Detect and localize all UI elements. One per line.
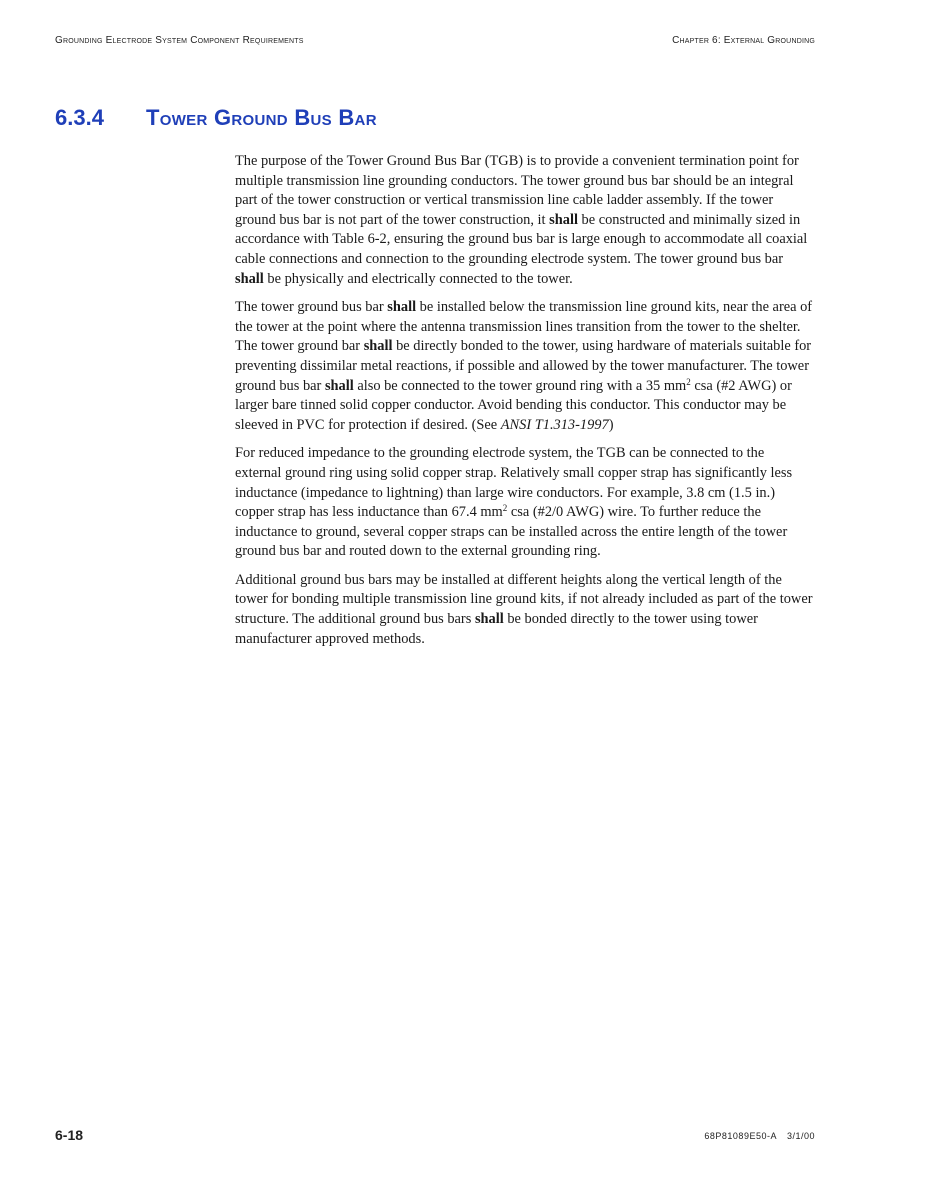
paragraph-purpose bbox=[235, 152, 813, 289]
standard-reference: ANSI T1.313-1997 bbox=[500, 416, 609, 433]
section-title: Tower Ground Bus Bar bbox=[146, 105, 377, 130]
text-run: csa (#2/0 AWG) wire. To further reduce the inductance to ground, several copper straps can be installed across the entire length of the tower ground bus bar and routed down to the external grounding ring. bbox=[235, 504, 788, 560]
page-number: 6-18 bbox=[55, 1127, 84, 1143]
paragraph-impedance bbox=[235, 444, 813, 562]
document-id bbox=[704, 1131, 815, 1141]
text-run: also be connected to the tower ground ring with a 35 mm bbox=[353, 377, 687, 394]
superscript: 2 bbox=[686, 376, 691, 387]
text-run: csa (#2 AWG) or larger bare tinned solid copper conductor. Avoid bending this conductor. This conductor may be sleeved in PVC for protection if desired. (See bbox=[235, 377, 792, 433]
text-run: The purpose of the Tower Ground Bus Bar (TGB) is to provide a convenient termination point for multiple transmission line grounding conductors. The tower ground bus bar should be an integral part of the tower construction or vertical transmission line cable ladder assembly. If the tower ground bus bar is not part of the tower construction, it bbox=[235, 153, 799, 228]
document-date: 3/1/00 bbox=[786, 1131, 815, 1141]
text-run: be bonded directly to the tower using tower manufacturer approved methods. bbox=[235, 611, 758, 647]
superscript: 2 bbox=[502, 503, 508, 514]
paragraph-additional-bus-bars bbox=[235, 571, 813, 649]
emphasis-shall: shall bbox=[324, 377, 354, 394]
emphasis-shall: shall bbox=[235, 270, 264, 287]
section-number: 6.3.4 bbox=[55, 105, 104, 130]
text-run: be installed below the transmission line ground kits, near the area of the tower at the point where the antenna transmission lines transition from the tower to the shelter. The tower ground bar bbox=[235, 299, 813, 355]
text-run: The tower ground bus bar bbox=[235, 299, 388, 316]
document-number: 68P81089E50-A bbox=[704, 1131, 777, 1141]
paragraph-installation bbox=[235, 298, 813, 435]
emphasis-shall: shall bbox=[387, 299, 417, 316]
emphasis-shall: shall bbox=[549, 211, 578, 228]
emphasis-shall: shall bbox=[474, 611, 504, 628]
body-text bbox=[235, 152, 813, 658]
text-run: be physically and electrically connected to the tower. bbox=[263, 270, 573, 287]
text-run: be constructed and minimally sized in accordance with Table 6-2, ensuring the ground bus bar is large enough to accommodate all coaxial cable connections and connection to the grounding electrode system. The tower ground bus bar bbox=[235, 211, 808, 267]
section-heading bbox=[55, 103, 377, 133]
text-run: Additional ground bus bars may be installed at different heights along the vertical length of the tower for bonding multiple transmission line ground kits, if not already included as part of the tower structure. The additional ground bus bars bbox=[235, 571, 813, 628]
text-run: be directly bonded to the tower, using hardware of materials suitable for preventing dissimilar metal reactions, if possible and allowed by the tower manufacturer. The tower ground bus bar bbox=[235, 338, 812, 394]
running-header-section: Grounding Electrode System Component Requirements bbox=[55, 35, 304, 46]
text-run: For reduced impedance to the grounding electrode system, the TGB can be connected to the external ground ring using solid copper strap. Relatively small copper strap has significantly less inductance (impedance to lightning) than large wire conductors. For example, 3.8 cm (1.5 in.) copper strap has less inductance than 67.4 mm bbox=[235, 445, 793, 521]
emphasis-shall: shall bbox=[363, 338, 393, 355]
text-run: ) bbox=[608, 416, 614, 433]
running-header-chapter: Chapter 6: External Grounding bbox=[672, 35, 815, 46]
